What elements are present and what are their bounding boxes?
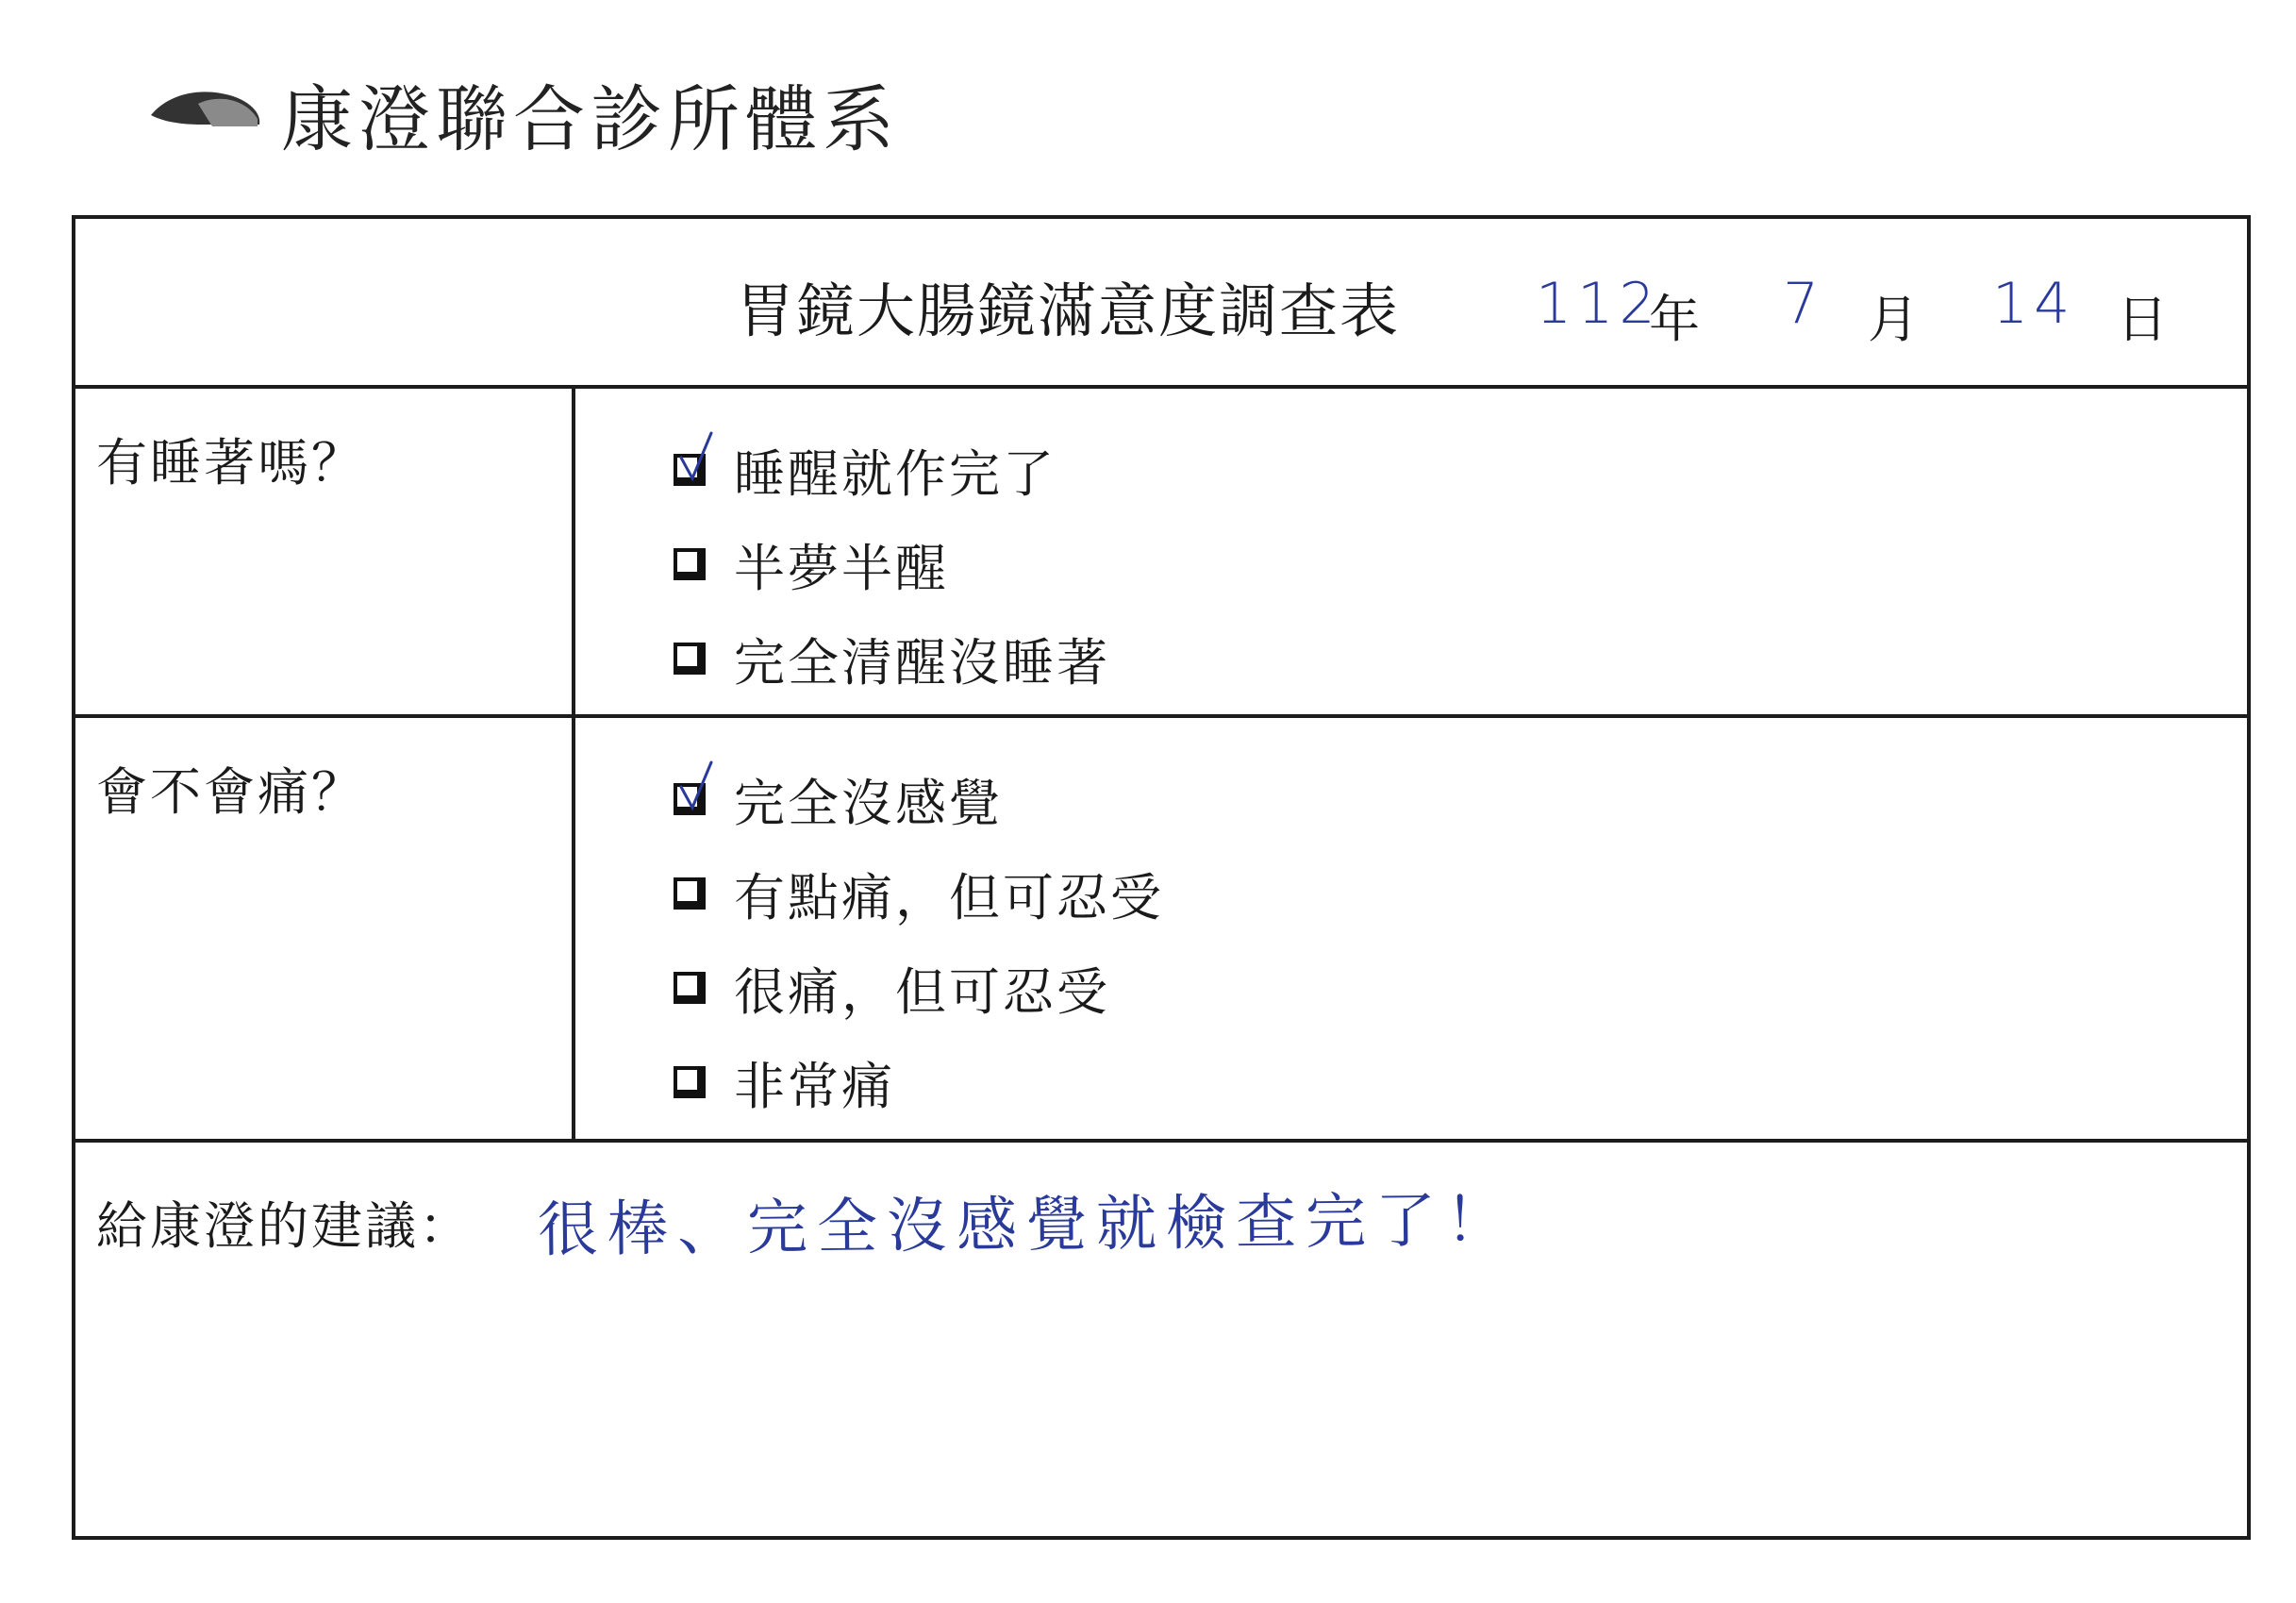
pain-options xyxy=(674,752,1164,1129)
checkbox[interactable] xyxy=(674,1066,706,1098)
pain-option[interactable] xyxy=(674,941,1164,1035)
option-label: 非常痛 xyxy=(734,1056,895,1116)
suggestion-row xyxy=(75,1139,2247,1536)
checkbox[interactable] xyxy=(674,783,706,815)
suggestion-handwritten-text[interactable]: 很棒、完全沒感覺就檢查完了！ xyxy=(537,1185,1516,1266)
sleep-option[interactable] xyxy=(674,517,1110,611)
option-label: 睡醒就作完了 xyxy=(734,443,1056,504)
option-label: 半夢半醒 xyxy=(734,538,949,598)
date-day-value: 14 xyxy=(1992,271,2076,337)
clinic-header xyxy=(146,66,900,160)
suggestion-label: 給康澄的建議： xyxy=(96,1196,473,1256)
option-label: 有點痛，但可忍受 xyxy=(734,867,1164,927)
survey-form xyxy=(72,215,2251,1540)
clinic-logo-icon xyxy=(146,75,264,151)
checkbox[interactable] xyxy=(674,548,706,580)
checkbox[interactable] xyxy=(674,972,706,1004)
date-year-value: 112 xyxy=(1536,271,1661,337)
checkbox[interactable] xyxy=(674,643,706,675)
date-year-label: 年 xyxy=(1649,290,1700,349)
option-label: 完全清醒沒睡著 xyxy=(734,632,1110,693)
pain-option[interactable] xyxy=(674,846,1164,941)
option-label: 完全沒感覺 xyxy=(734,773,1003,833)
sleep-options xyxy=(674,423,1110,706)
checkmark-icon xyxy=(672,429,728,495)
sleep-question-text: 有睡著嗎？ xyxy=(96,433,365,493)
date-month-value: 7 xyxy=(1783,271,1825,337)
option-label: 很痛，但可忍受 xyxy=(734,961,1110,1022)
sleep-option[interactable] xyxy=(674,423,1110,517)
pain-question-row xyxy=(75,714,2247,1143)
sleep-question-label-cell xyxy=(75,385,575,714)
date-month-label: 月 xyxy=(1868,290,1919,349)
sleep-question-row xyxy=(75,385,2247,718)
pain-option[interactable] xyxy=(674,1035,1164,1129)
sleep-option[interactable] xyxy=(674,611,1110,706)
checkbox[interactable] xyxy=(674,454,706,486)
form-title: 胃鏡大腸鏡滿意度調查表 xyxy=(736,276,1401,345)
clinic-name: 康澄聯合診所體系 xyxy=(281,76,900,161)
pain-question-label-cell xyxy=(75,714,575,1139)
pain-question-text: 會不會痛？ xyxy=(96,762,365,822)
checkbox[interactable] xyxy=(674,877,706,910)
title-row xyxy=(75,219,2247,389)
date-day-label: 日 xyxy=(2117,290,2168,349)
pain-option[interactable] xyxy=(674,752,1164,846)
checkmark-icon xyxy=(672,759,728,825)
